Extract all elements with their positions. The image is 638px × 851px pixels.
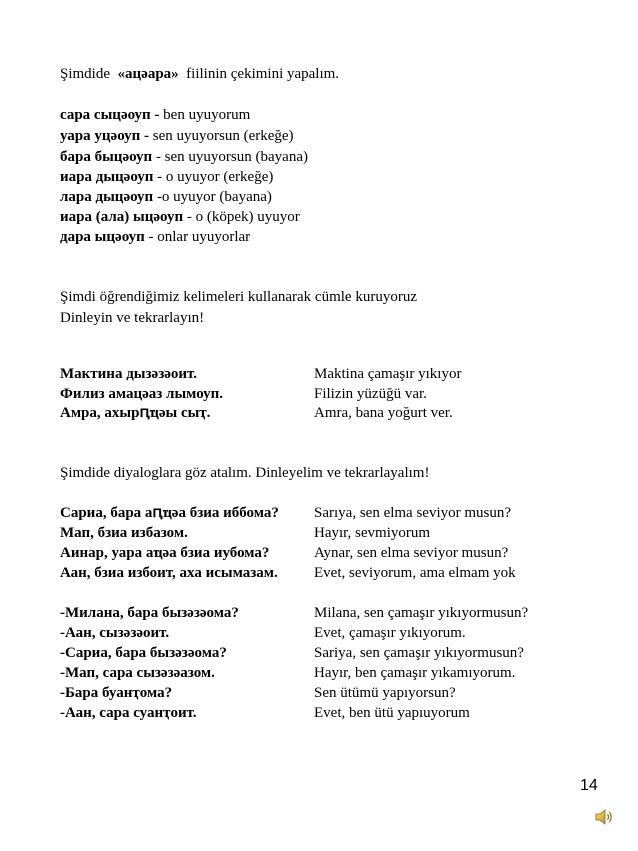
abkhaz-text: иара (ала) ыцәоуп	[60, 209, 184, 225]
dialog-turkish: Sariya, sen çamaşır yıkıyormusun?	[314, 645, 524, 661]
page-number: 14	[580, 777, 598, 794]
dialog-abkhaz: Аинар, уара аҵәа бзиа иубома?	[60, 545, 270, 561]
abkhaz-text: иара дыцәоуп	[60, 169, 154, 185]
intro-line	[60, 64, 339, 84]
conjugation-line	[60, 126, 294, 146]
sentence-turkish: Amra, bana yoğurt ver.	[314, 405, 453, 421]
conjugation-line	[60, 227, 250, 247]
dialog-abkhaz: -Аан, сара суанҭоит.	[60, 705, 197, 721]
dialog-intro: Şimdide diyaloglara göz atalım. Dinleyelim ve tekrarlayalım!	[60, 465, 430, 481]
conjugation-line	[60, 167, 273, 187]
intro-prefix: Şimdide	[60, 66, 118, 82]
sentence-turkish: Maktina çamaşır yıkıyor	[314, 366, 462, 382]
sentence-abkhaz: Амра, ахырԥҵәы сыҭ.	[60, 405, 211, 421]
turkish-text: ben uyuyorum	[163, 107, 251, 123]
dialog-turkish: Sen ütümü yapıyorsun?	[314, 685, 456, 701]
sentence-abkhaz: Филиз амацәаз лымоуп.	[60, 386, 224, 402]
turkish-text: - onlar uyuyorlar	[144, 229, 251, 245]
dialog-abkhaz: -Милана, бара бызәзәома?	[60, 605, 239, 621]
turkish-text: - sen uyuyorsun (bayana)	[152, 149, 308, 165]
dialog-turkish: Milana, sen çamaşır yıkıyormusun?	[314, 605, 529, 621]
dialog-turkish: Evet, seviyorum, ama elmam yok	[314, 565, 516, 581]
abkhaz-text: лара дыцәоуп	[60, 189, 154, 205]
dialog-turkish: Sarıya, sen elma seviyor musun?	[314, 505, 512, 521]
dialog-turkish: Aynar, sen elma seviyor musun?	[314, 545, 509, 561]
conjugation-line	[60, 147, 308, 167]
conjugation-line	[60, 207, 300, 227]
sentence-turkish: Filizin yüzüğü var.	[314, 386, 427, 402]
abkhaz-text: дара ыцәоуп	[60, 229, 145, 245]
dialog-turkish: Hayır, sevmiyorum	[314, 525, 431, 541]
intro-verb: «ацәара»	[117, 66, 179, 82]
abkhaz-text: бара быцәоуп	[60, 149, 153, 165]
turkish-text: -o uyuyor (bayana)	[153, 189, 272, 205]
turkish-text: sen uyuyorsun (erkeğe)	[152, 128, 294, 144]
sentence-abkhaz: Мактина дызәзәоит.	[60, 366, 198, 382]
dialog-abkhaz: Мап, бзиа избазом.	[60, 525, 188, 541]
dialog-turkish: Hayır, ben çamaşır yıkamıyorum.	[314, 665, 516, 681]
abkhaz-text: уара уцәоуп -	[60, 128, 153, 144]
turkish-text: - o uyuyor (erkeğe)	[153, 169, 274, 185]
dialog-abkhaz: -Сариа, бара бызәзәома?	[60, 645, 227, 661]
dialog-abkhaz: -Аан, сызәзәоит.	[60, 625, 170, 641]
dialog-abkhaz: Сариа, бара аԥҵәа бзиа иббома?	[60, 505, 279, 521]
abkhaz-text: сара сыцәоуп -	[60, 107, 164, 123]
dialog-abkhaz: -Мап, сара сызәзәазом.	[60, 665, 215, 681]
dialog-turkish: Evet, çamaşır yıkıyorum.	[314, 625, 466, 641]
sentences-intro-line2: Dinleyin ve tekrarlayın!	[60, 310, 205, 326]
speaker-icon[interactable]	[593, 806, 615, 828]
intro-suffix: fiilinin çekimini yapalım.	[178, 66, 340, 82]
turkish-text: - o (köpek) uyuyor	[183, 209, 300, 225]
dialog-abkhaz: Аан, бзиа избоит, аха исымазам.	[60, 565, 278, 581]
dialog-abkhaz: -Бара буанҭома?	[60, 685, 173, 701]
sentences-intro-line1: Şimdi öğrendiğimiz kelimeleri kullanarak cümle kuruyoruz	[60, 289, 417, 305]
conjugation-line	[60, 105, 250, 125]
conjugation-line	[60, 187, 272, 207]
dialog-turkish: Evet, ben ütü yapıuyorum	[314, 705, 470, 721]
